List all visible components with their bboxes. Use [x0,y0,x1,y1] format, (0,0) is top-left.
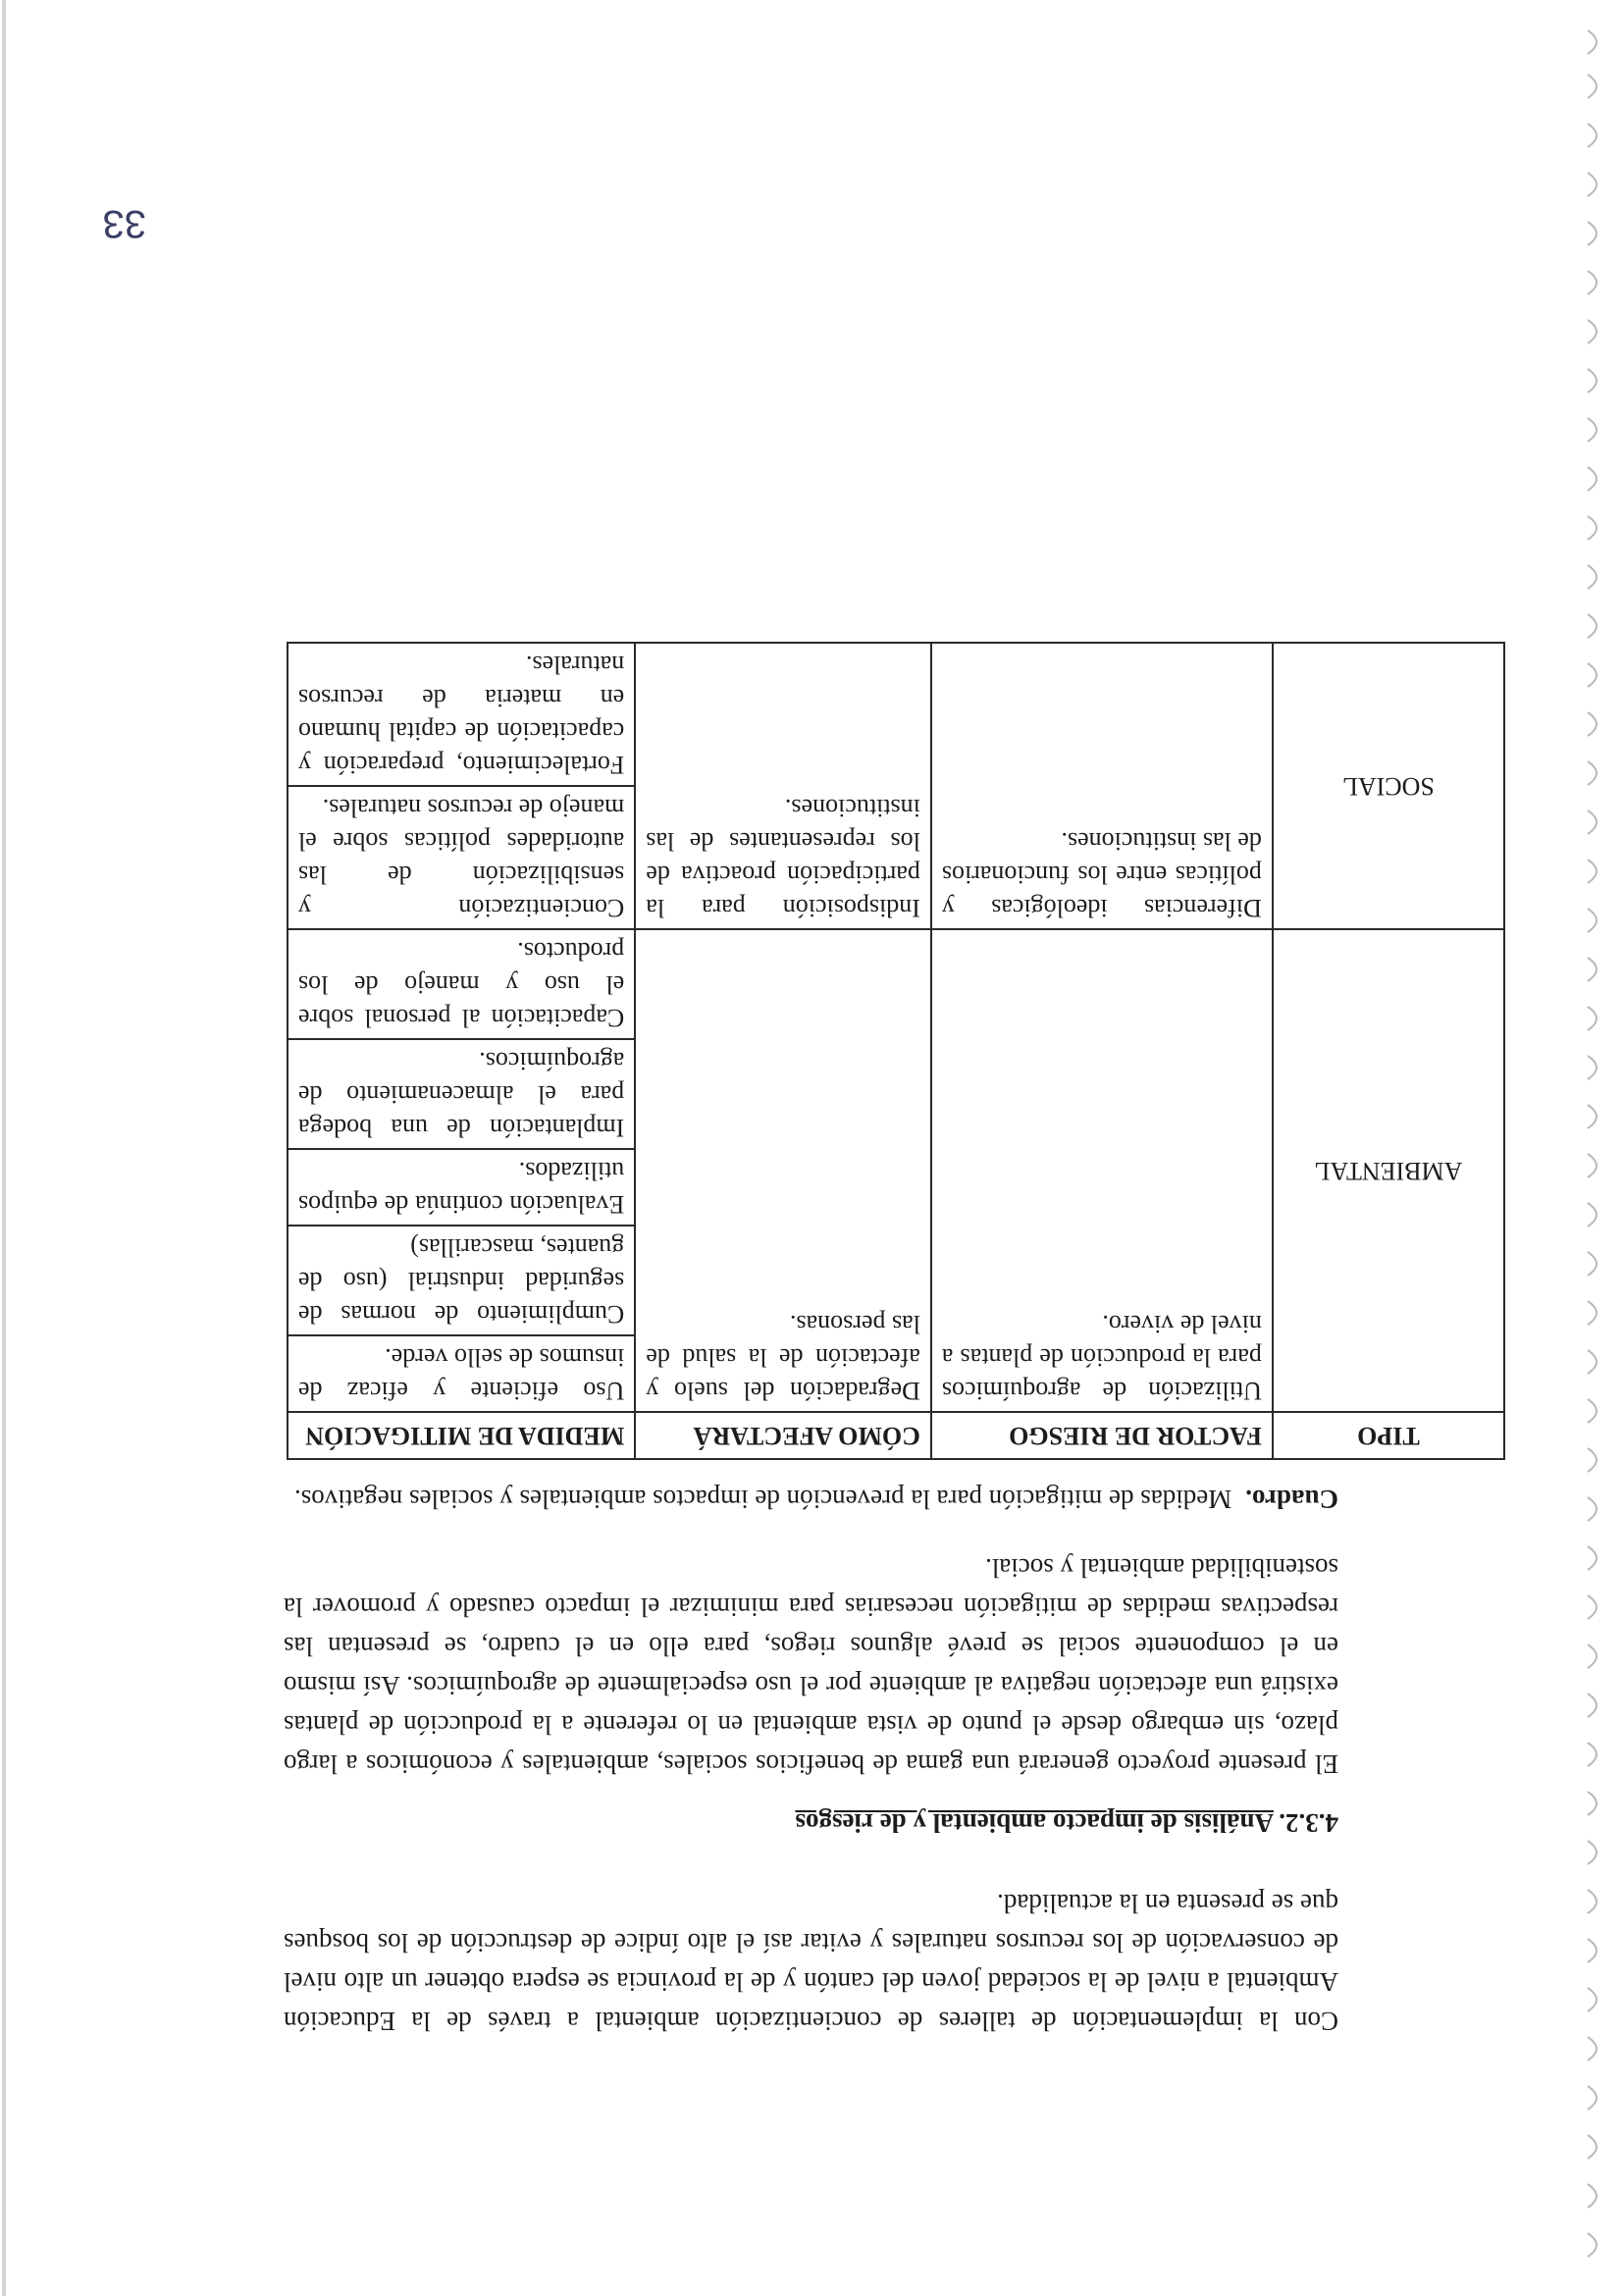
cell-factor: Utilización de agroquímicos para la producción de plantas a nivel de vivero. [931,929,1273,1412]
measure-item: Concientización y sensibilización de las autoridades políticas sobre el manejo de recursos naturales. [288,785,634,928]
section-paragraph: El presente proyecto generará una gama de beneficios sociales, ambientales y económicos a largo plazo, sin embargo desde el punto de vista ambiental en lo referente a la producción de plantas existirá una afectación negativa al ambiente por el uso especialmente de agroquímicos. Así mismo en el componente social se prevé algunos riegos, para ello en el cuadro, se presentan las respectivas medidas de mitigación necesarias para minimizar el impacto causado y promover la sostenibilidad ambiental y social. [284,1553,1338,1779]
table-header-row [288,1412,1504,1459]
binder-ring-holes [1574,20,1617,2267]
measure-item: Fortalecimiento, preparación y capacitación de capital humano en materia de recursos naturales. [298,651,625,779]
header-tipo: TIPO [1273,1412,1504,1459]
section-heading [284,1803,1338,1843]
section-number: 4.3.2. [1279,1808,1338,1838]
section-title: Análisis de impacto ambiental y de riesgos [795,1808,1274,1838]
cell-tipo: AMBIENTAL [1273,929,1504,1412]
cell-como: Degradación del suelo y afectación de la salud de las personas. [635,929,931,1412]
cell-medidas [288,929,635,1412]
cell-como: Indisposición para la participación proactiva de los representantes de las instituciones. [635,643,931,929]
header-medida: MEDIDA DE MITIGACIÓN [288,1412,635,1459]
caption-label: Cuadro. [1245,1485,1338,1514]
measure-item: Implantación de una bodega para el almacenamiento de agroquímicos. [288,1038,634,1148]
measure-item: Evaluación continúa de equipos utilizados. [288,1148,634,1225]
measure-item: Capacitación al personal sobre el uso y manejo de los productos. [298,937,625,1032]
table-caption [284,1480,1338,1519]
cell-medidas [288,643,635,929]
mitigation-table [287,642,1505,1460]
header-factor: FACTOR DE RIESGO [931,1412,1273,1459]
cell-factor: Diferencias ideológicas y políticas entre los funcionarios de las instituciones. [931,643,1273,929]
table-row [288,929,1504,1412]
page-content [284,642,1463,2041]
cell-tipo: SOCIAL [1273,643,1504,929]
intro-paragraph: Con la implementación de talleres de concientización ambiental a través de la Educación Ambiental a nivel de la sociedad joven del cantón y de la provincia se espera obtener un alto nivel de conservación de los recursos naturales y evitar así el alto índice de destrucción de los bosques que se presenta en la actualidad. [284,1889,1338,2036]
page-number: 33 [102,202,146,245]
measure-item: Cumplimiento de normas de seguridad industrial (uso de guantes, mascarillas) [288,1225,634,1334]
measure-item: Uso eficiente y eficaz de insumos de sello verde. [288,1334,634,1411]
caption-text: Medidas de mitigación para la prevención de impactos ambientales y sociales negativos. [294,1485,1232,1514]
table-row [288,643,1504,929]
scan-edge [2,0,6,2296]
header-como: CÓMO AFECTARÁ [635,1412,931,1459]
